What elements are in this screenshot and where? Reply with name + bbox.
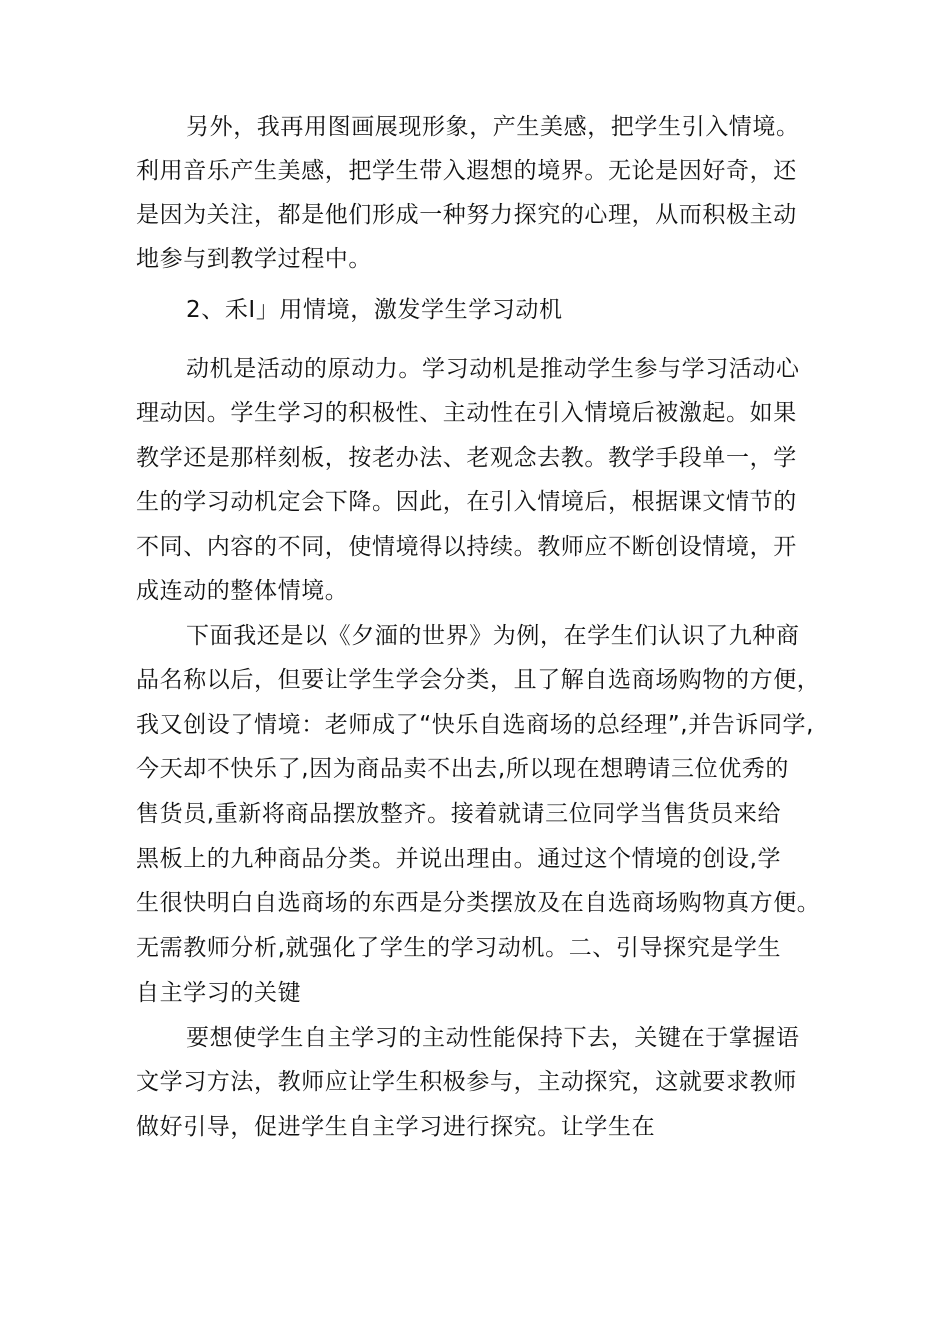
text-line: 文学习方法，教师应让学生积极参与，主动探究，这就要求教师 — [136, 1069, 797, 1095]
text-line: 无需教师分析,就强化了学生的学习动机。二、引导探究是学生 — [136, 935, 782, 961]
text-line: 黑板上的九种商品分类。并说出理由。通过这个情境的创设,学 — [136, 846, 782, 872]
text-line: 利用音乐产生美感，把学生带入遐想的境界。无论是因好奇，还 — [136, 158, 797, 184]
text-line: 地参与到教学过程中。 — [136, 246, 372, 272]
text-line: 不同、内容的不同，使情境得以持续。教师应不断创设情境，开 — [136, 534, 797, 560]
text-line: 教学还是那样刻板，按老办法、老观念去教。教学手段单一，学 — [136, 445, 797, 471]
text-line: 生的学习动机定会下降。因此，在引入情境后，根据课文情节的 — [136, 489, 797, 515]
text-line: 售货员,重新将商品摆放整齐。接着就请三位同学当售货员来给 — [136, 801, 782, 827]
text-line: 理动因。学生学习的积极性、主动性在引入情境后被激起。如果 — [136, 400, 797, 426]
text-line: 自主学习的关键 — [136, 980, 302, 1006]
text-line: 另外，我再用图画展现形象，产生美感，把学生引入情境。 — [186, 114, 800, 140]
text-line: 是因为关注，都是他们形成一种努力探究的心理，从而积极主动 — [136, 202, 797, 228]
text-line: 生很快明白自选商场的东西是分类摆放及在自选商场购物真方便。 — [136, 890, 821, 916]
text-line: 今天却不快乐了,因为商品卖不出去,所以现在想聘请三位优秀的 — [136, 756, 790, 782]
text-line: 要想使学生自主学习的主动性能保持下去，关键在于掌握语 — [186, 1025, 800, 1051]
text-line: 动机是活动的原动力。学习动机是推动学生参与学习活动心 — [186, 356, 800, 382]
text-line: 下面我还是以《夕湎的世界》为例，在学生们认识了九种商 — [186, 623, 800, 649]
text-line: 成连动的整体情境。 — [136, 578, 349, 604]
text-line: 品名称以后，但要让学生学会分类，且了解自选商场购物的方便， — [136, 667, 821, 693]
section-heading: 2、禾I」用情境，激发学生学习动机 — [186, 297, 563, 323]
text-line: 做好引导，促进学生自主学习进行探究。让学生在 — [136, 1114, 656, 1140]
text-line: 我又创设了情境：老师成了“快乐自选商场的总经理”,并告诉同学, — [136, 712, 815, 738]
